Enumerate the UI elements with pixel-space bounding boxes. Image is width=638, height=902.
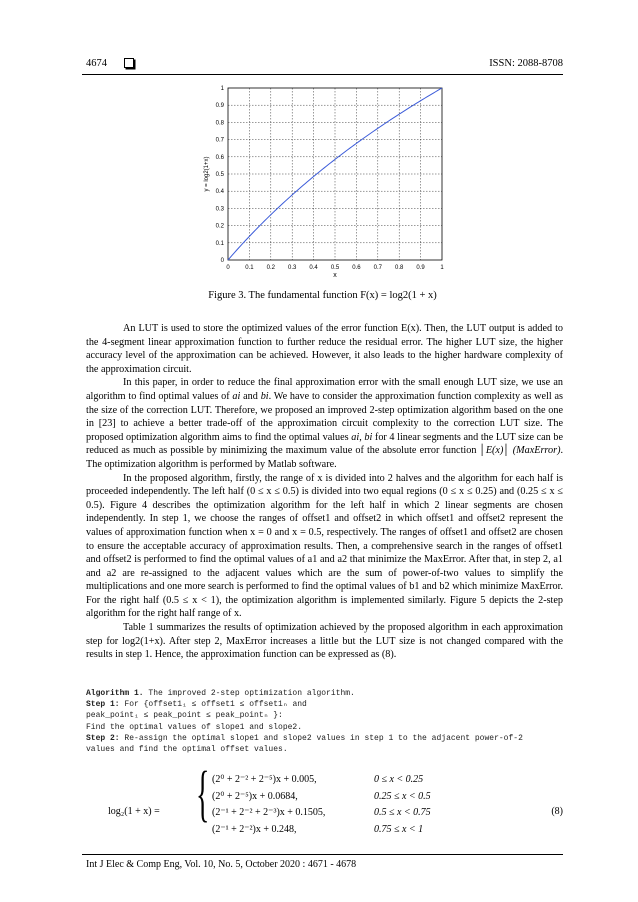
equation-number: (8) — [551, 806, 563, 817]
eq-row-3-cond: 0.5 ≤ x < 0.75 — [374, 807, 431, 818]
p2-bi: bi — [260, 390, 269, 402]
x-tick-label: 1 — [440, 265, 444, 271]
x-tick-label: 0.6 — [352, 265, 361, 271]
p2-ai-2: ai — [351, 431, 360, 443]
footer-rule — [82, 854, 563, 855]
algorithm-title-text: The improved 2-step optimization algorithm. — [143, 689, 355, 698]
algorithm-step1-line2: peak_point₁ ≤ peak_point ≤ peak_pointₙ }: — [86, 711, 283, 721]
algorithm-block — [86, 688, 566, 755]
x-tick-label: 0.2 — [266, 265, 275, 271]
p2-maxerror: (MaxError) — [512, 445, 561, 457]
algorithm-title — [86, 688, 566, 699]
figure-caption-prefix: Figure 3. The fundamental function — [208, 290, 361, 301]
y-tick-label: 0.4 — [215, 189, 224, 196]
y-tick-label: 0 — [220, 258, 224, 264]
algorithm-step2 — [86, 733, 566, 744]
eq-row-2-expr: (2⁰ + 2⁻⁵)x + 0.0684, — [212, 790, 298, 802]
p2-text-b: and — [240, 390, 261, 402]
eq-row-2-cond: 0.25 ≤ x < 0.5 — [374, 790, 431, 802]
y-tick-label: 0.5 — [215, 172, 224, 178]
eq-row-1-cond: 0 ≤ x < 0.25 — [374, 774, 424, 785]
x-tick-label: 0.9 — [416, 265, 425, 271]
equation-brace: { — [196, 760, 210, 828]
footer-citation: Int J Elec & Comp Eng, Vol. 10, No. 5, October 2020 : 4671 - 4678 — [86, 859, 357, 870]
checkbox-icon — [124, 58, 134, 70]
y-tick-label: 0.8 — [215, 120, 224, 127]
algorithm-title-label: Algorithm 1. — [86, 689, 144, 698]
p2-text-a: In this paper, in order to reduce the final approximation error with the small enough LUT size, we use an algorithm to find optimal values of — [86, 377, 563, 402]
paragraph-4: Table 1 summarizes the results of optimization achieved by the proposed algorithm in each approximation step for log2(1+x). After step 2, MaxError increases a little but the LUT size is not changed compared with the results in step 1. Hence, the approximation function can be expressed as (8). — [86, 622, 563, 661]
eq-row-1-expr: (2⁰ + 2⁻² + 2⁻⁵)x + 0.005, — [212, 774, 317, 785]
p2-text-d: , — [359, 431, 365, 443]
eq-row-4-expr: (2⁻¹ + 2⁻²)x + 0.248, — [212, 823, 297, 835]
x-tick-label: 0.8 — [395, 265, 404, 271]
x-axis-label: x — [333, 272, 337, 279]
chart-plot-area — [228, 88, 442, 260]
step1-label: Step 1: — [86, 700, 120, 710]
step2-label: Step 2: — [86, 733, 120, 743]
figure-caption — [82, 290, 563, 301]
y-axis-label: y = log2(1+x) — [204, 156, 210, 192]
figure-3-chart — [190, 80, 460, 280]
p2-text-c: . We have to consider the approximation function complexity as well as the size of the correction LUT. Therefore, we proposed an improved 2-step optimization algorithm based on the one in [23] to achieve a better trade-off of the approximation circuit complexity to the correction LUT size. The proposed optimization algorithm aims to find the optimal values — [86, 390, 563, 443]
equation-conditions — [374, 772, 431, 838]
y-tick-label: 0.9 — [215, 103, 224, 110]
x-tick-label: 0.5 — [330, 265, 340, 271]
y-tick-label: 0.3 — [215, 206, 224, 213]
header-rule — [82, 74, 563, 75]
y-tick-label: 0.7 — [215, 137, 224, 144]
algorithm-step2-line2: values and find the optimal offset values. — [86, 745, 288, 755]
x-tick-label: 0 — [226, 265, 230, 271]
paragraph-1: An LUT is used to store the optimized values of the error function E(x). Then, the LUT output is added to the 4-segment linear approximation function to further reduce the residual error. The higher LUT size, the higher accuracy level of the approximation can be achieved. However, it also leads to the higher hardware complexity of the approximation circuit. — [86, 323, 563, 375]
algorithm-step1 — [86, 699, 566, 710]
equation-expressions — [212, 772, 325, 838]
paragraph-2 — [86, 376, 563, 471]
equation-8 — [100, 760, 563, 863]
p2-ai: ai — [232, 390, 241, 402]
step2-text: Re-assign the optimal slope1 and slope2 values in step 1 to the adjacent power-of-2 — [119, 733, 523, 743]
x-tick-label: 0.4 — [309, 265, 318, 271]
p2-text-e: for 4 linear segments and the LUT size can be reduced as much as possible by minimizing the maximum value of the absolute error function — [86, 431, 563, 457]
page-number: 4674 — [86, 58, 107, 69]
body-text — [86, 322, 563, 662]
eq-row-3-expr: (2⁻¹ + 2⁻² + 2⁻³)x + 0.1505, — [212, 807, 326, 818]
x-tick-label: 0.1 — [245, 265, 254, 271]
y-tick-label: 0.1 — [215, 240, 224, 247]
x-tick-label: 0.3 — [288, 265, 297, 271]
p2-text-f: . The optimization algorithm is performed by Matlab software. — [86, 445, 564, 470]
figure-caption-formula: F(x) = log2(1 + x) — [360, 290, 437, 301]
y-tick-label: 1 — [220, 86, 224, 92]
eq-row-4-cond: 0.75 ≤ x < 1 — [374, 823, 424, 835]
paragraph-3: In the proposed algorithm, firstly, the range of x is divided into 2 halves and the algorithm for each half is proceeded independently. The left half (0 ≤ x ≤ 0.5) is divided into two equal regions (0 ≤ x ≤ 0.25) and (0.25 ≤ x ≤ 0.5). Figure 4 describes the optimization algorithm for the left half in which 2 linear segments are chosen independently. In step 1, we choose the ranges of offset1 and offset2 in which offset1 and offset2 represent the values of approximation function when x = 0 and x = 0.5, respectively. The ranges of offset1 and offset2 are chosen to ensure the acceptable accuracy of approximation results. Then, a comprehensive search in the ranges of offset1 and offset2 is performed to find the optimal values of a1 and a2 that minimize the MaxError. After that, in step 2, a1 and a2 are re-assigned to the adjacent values which are the sum of power-of-two values to simplify the multiplications and one more search is performed to find the optimal values of b1 and b2 which minimize MaxError. For the right half (0.5 ≤ x < 1), the optimization algorithm is implemented similarly. Figure 5 depicts the 2-step algorithm for the right half range of x. — [86, 472, 563, 620]
step1-text: For {offset1₁ ≤ offset1 ≤ offset1ₙ and — [119, 700, 307, 710]
equation-lhs: log₂(1 + x) = — [108, 806, 160, 817]
y-tick-label: 0.2 — [215, 223, 224, 230]
issn: ISSN: 2088-8708 — [489, 58, 563, 69]
y-tick-label: 0.6 — [215, 154, 224, 161]
x-tick-label: 0.7 — [373, 265, 382, 271]
p2-abs-error: │E(x)│ — [479, 445, 510, 457]
p2-bi-2: bi — [364, 431, 373, 443]
algorithm-step1-line3: Find the optimal values of slope1 and slope2. — [86, 722, 303, 732]
